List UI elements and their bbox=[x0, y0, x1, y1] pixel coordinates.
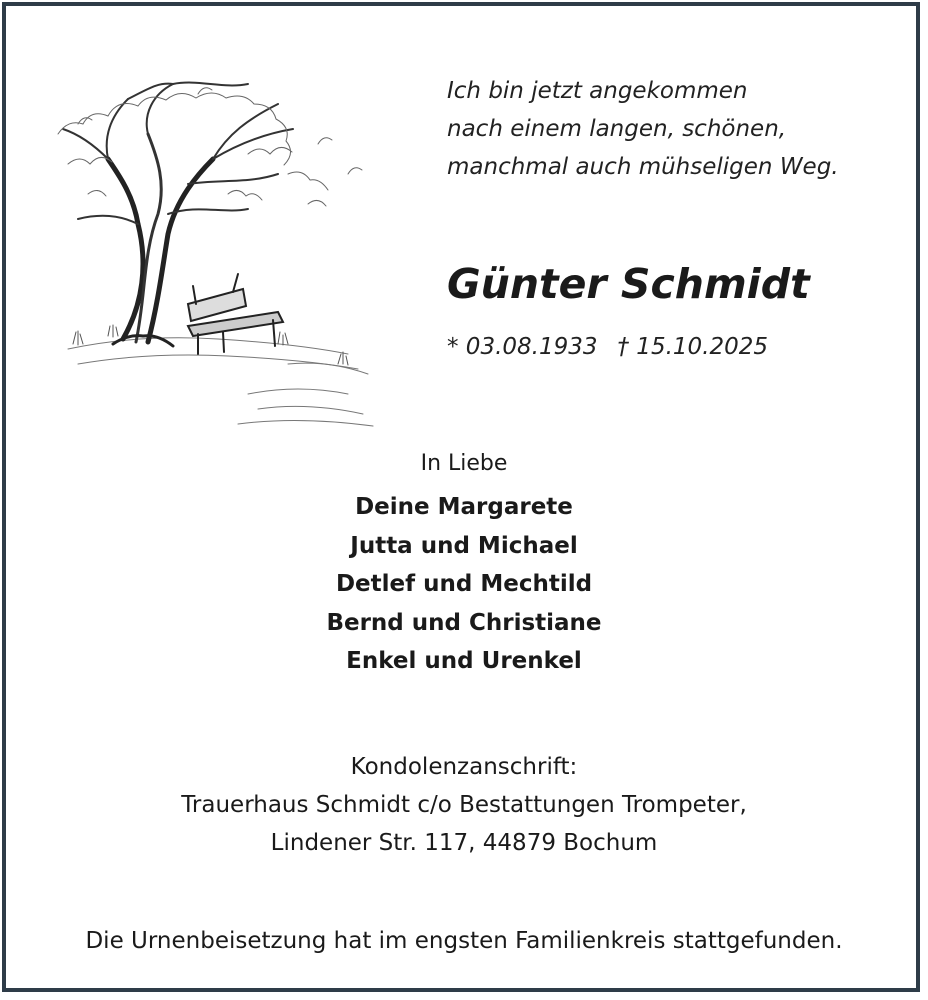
mourners-list bbox=[0, 488, 928, 681]
mourner-name: Jutta und Michael bbox=[350, 532, 578, 559]
verse bbox=[447, 72, 887, 186]
mourner-name: Bernd und Christiane bbox=[326, 609, 602, 636]
verse-line: manchmal auch mühseligen Weg. bbox=[447, 154, 839, 180]
life-dates bbox=[447, 331, 768, 363]
condolence-address bbox=[0, 748, 928, 862]
mourner-name: Enkel und Urenkel bbox=[346, 648, 582, 674]
mourners-intro-text: In Liebe bbox=[420, 451, 508, 476]
verse-line: Ich bin jetzt angekommen bbox=[447, 78, 748, 104]
verse-line: nach einem langen, schönen, bbox=[447, 116, 787, 142]
tree-with-bench-drawing bbox=[48, 64, 378, 434]
condolence-heading: Kondolenzanschrift: bbox=[350, 754, 578, 780]
condolence-line: Lindener Str. 117, 44879 Bochum bbox=[270, 830, 658, 856]
mourner-name: Deine Margarete bbox=[355, 494, 573, 520]
birth-date: * 03.08.1933 bbox=[447, 334, 598, 360]
condolence-line: Trauerhaus Schmidt c/o Bestattungen Trompeter, bbox=[181, 792, 747, 818]
mourner-name: Detlef und Mechtild bbox=[335, 571, 593, 597]
death-date: † 15.10.2025 bbox=[617, 334, 768, 360]
deceased-name: Günter Schmidt bbox=[447, 260, 810, 308]
burial-note: Die Urnenbeisetzung hat im engsten Familienkreis stattgefunden. bbox=[85, 928, 843, 954]
mourners-intro bbox=[0, 448, 928, 480]
